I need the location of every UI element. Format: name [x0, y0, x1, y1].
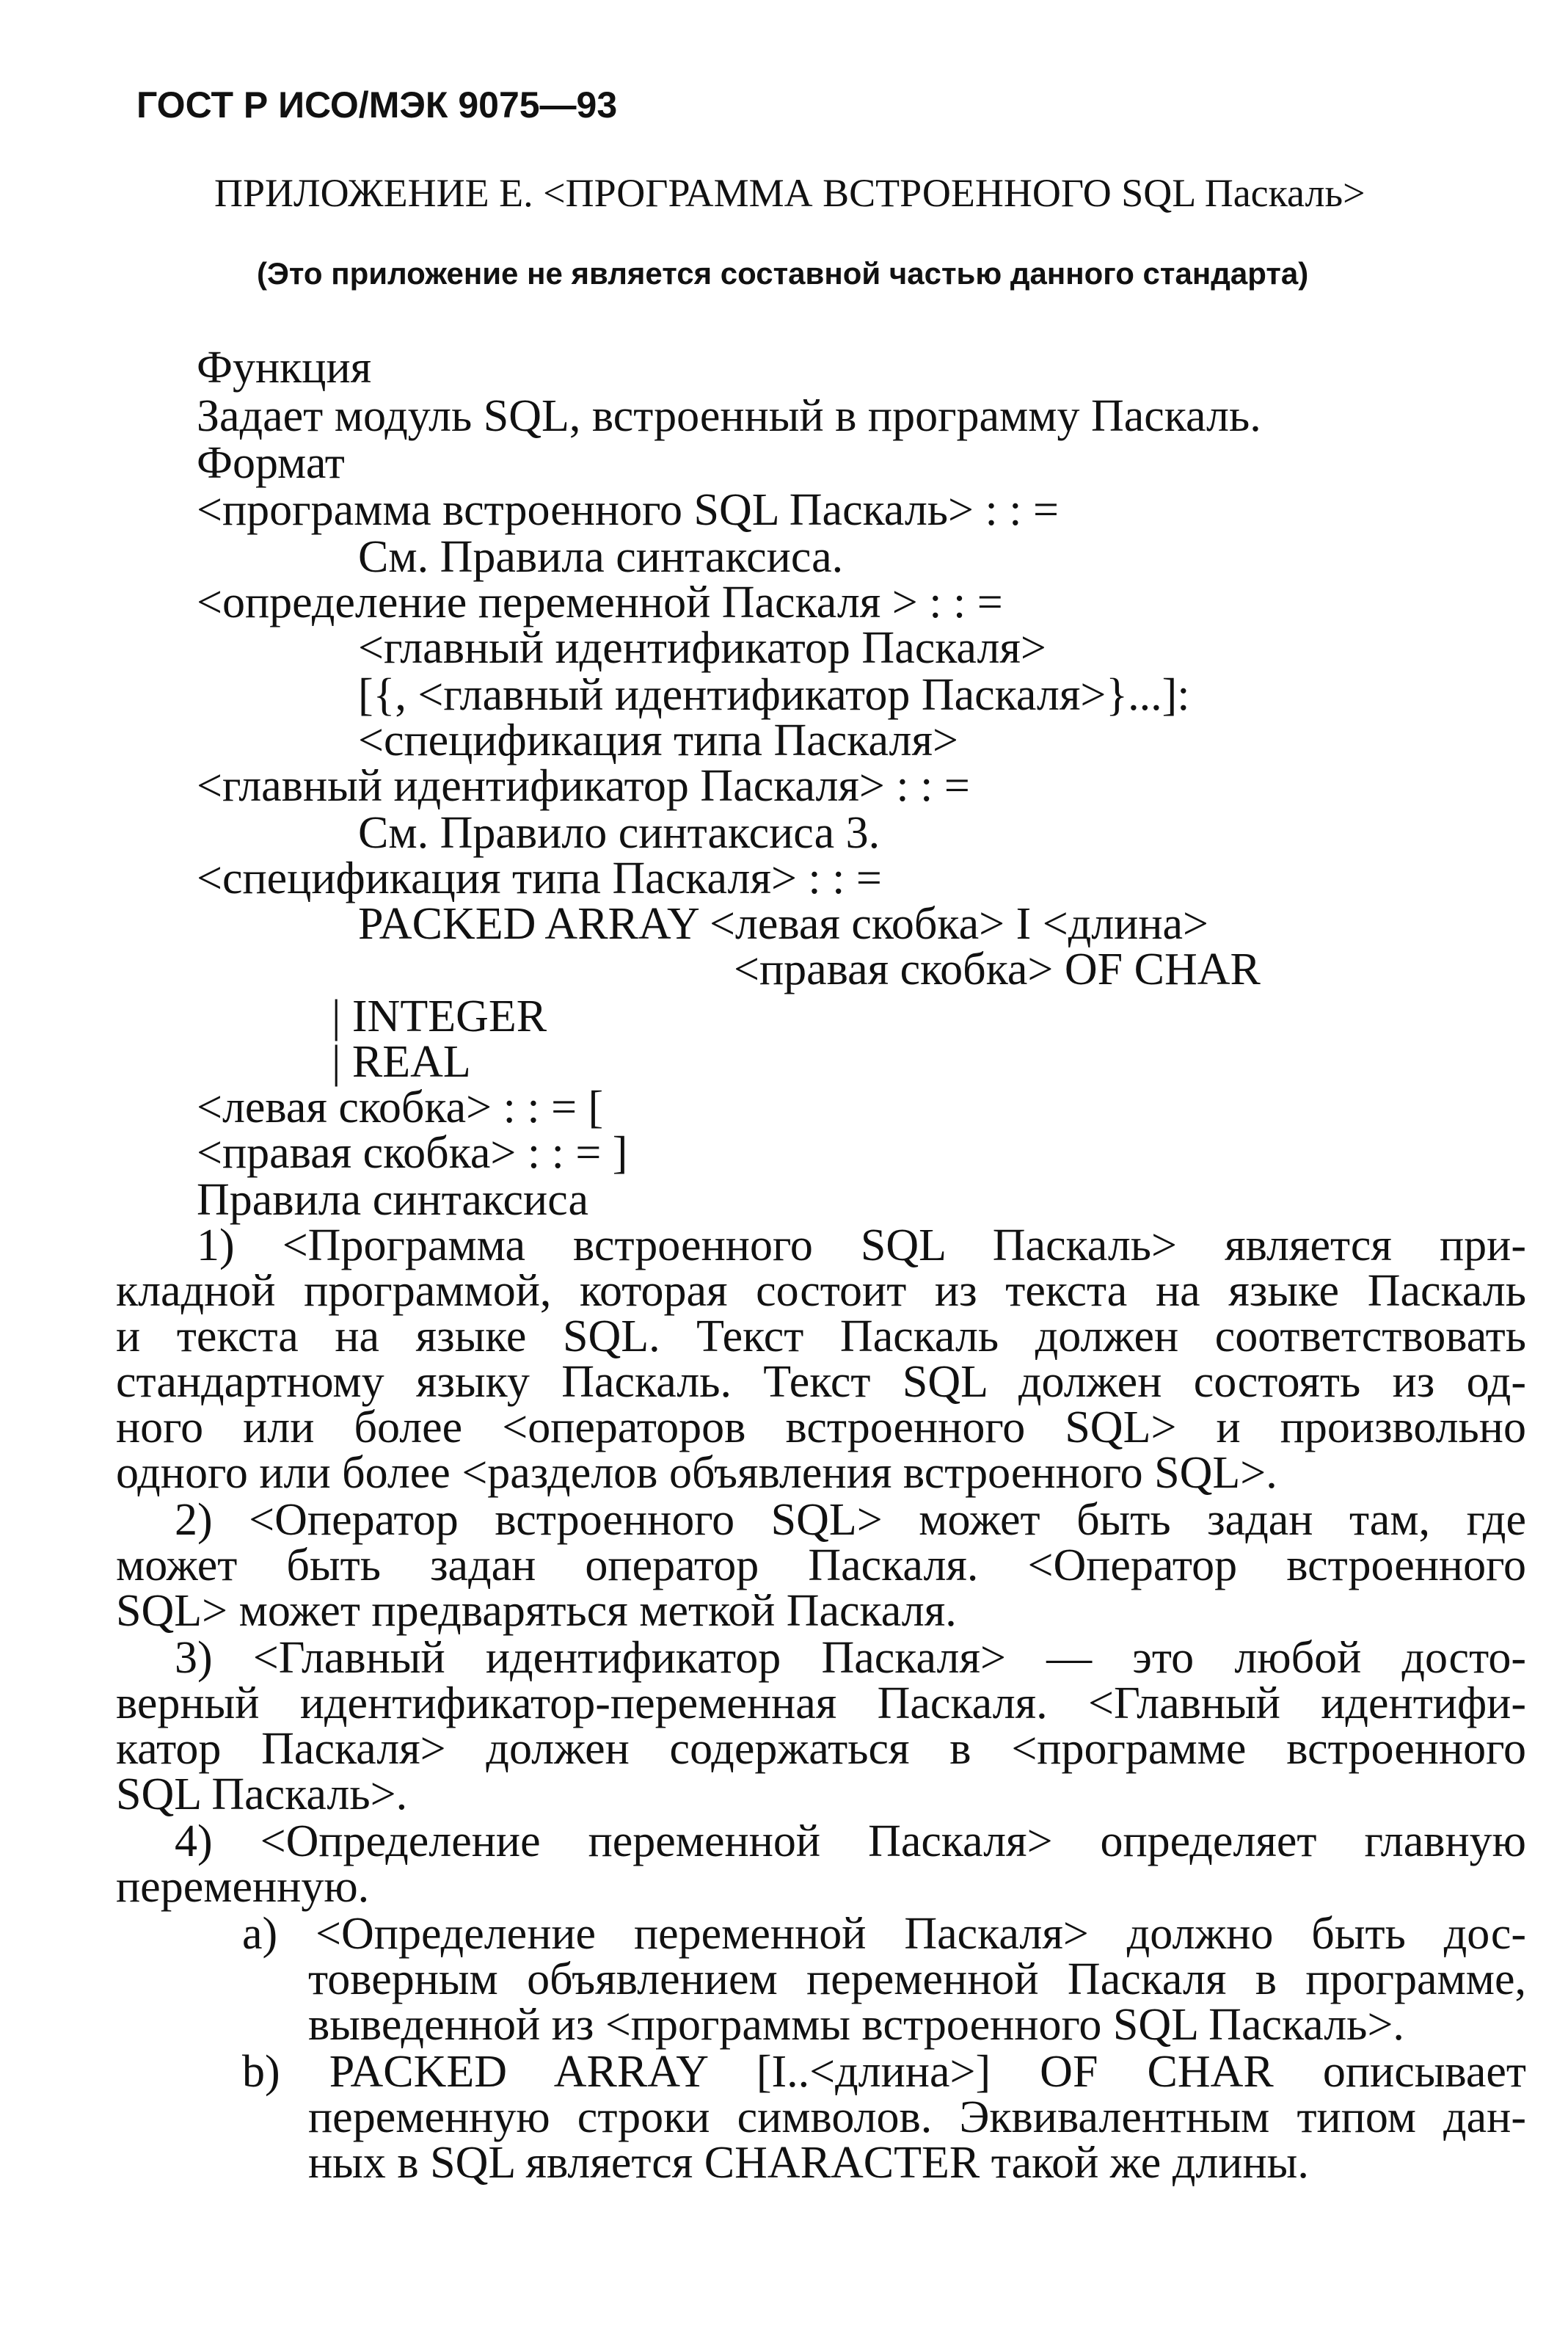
format-line: <спецификация типа Паскаля>: [358, 716, 958, 765]
rule-line: переменную.: [116, 1862, 370, 1912]
format-line: PACKED ARRAY <левая скобка> I <длина>: [358, 899, 1209, 949]
format-line: <спецификация типа Паскаля> : : =: [197, 854, 882, 903]
rule-line: b) PACKED ARRAY [I..<длина>] OF CHAR описывает: [242, 2047, 1526, 2097]
standard-header: ГОСТ Р ИСО/МЭК 9075—93: [136, 84, 618, 125]
rule-line: SQL Паскаль>.: [116, 1769, 408, 1819]
rule-line: ных в SQL является CHARACTER такой же длины.: [308, 2138, 1309, 2188]
rule-line: переменную строки символов. Эквивалентным типом дан-: [308, 2092, 1526, 2142]
format-line: См. Правила синтаксиса.: [358, 532, 844, 582]
format-line: <правая скобка> : : = ]: [197, 1128, 628, 1178]
rule-line: 1) <Программа встроенного SQL Паскаль> является при-: [197, 1220, 1526, 1270]
format-line: <определение переменной Паскаля > : : =: [197, 578, 1003, 627]
appendix-note: (Это приложение не является составной частью данного стандарта): [257, 256, 1309, 291]
format-line: <главный идентификатор Паскаля> : : =: [197, 761, 970, 811]
format-line: <главный идентификатор Паскаля>: [358, 623, 1046, 673]
appendix-title: ПРИЛОЖЕНИЕ Е. <ПРОГРАММА ВСТРОЕННОГО SQL Паскаль>: [214, 171, 1365, 215]
format-heading: Формат: [197, 438, 345, 488]
format-line: <левая скобка> : : = [: [197, 1083, 604, 1132]
rule-line: и текста на языке SQL. Текст Паскаль должен соответствовать: [116, 1311, 1526, 1361]
rule-line: товерным объявлением переменной Паскаля в программе,: [308, 1954, 1526, 2004]
rule-line: стандартному языку Паскаль. Текст SQL должен состоять из од-: [116, 1357, 1526, 1407]
rule-line: 3) <Главный идентификатор Паскаля> — это любой досто-: [175, 1633, 1526, 1683]
rule-line: кладной программой, которая состоит из текста на языке Паскаль: [116, 1266, 1526, 1316]
function-heading: Функция: [197, 343, 372, 393]
rule-line: ного или более <операторов встроенного SQL> и произвольно: [116, 1402, 1526, 1452]
rule-line: a) <Определение переменной Паскаля> должно быть дос-: [242, 1909, 1526, 1959]
rules-heading: Правила синтаксиса: [197, 1175, 589, 1225]
rule-line: верный идентификатор-переменная Паскаля. <Главный идентифи-: [116, 1678, 1526, 1728]
format-line: См. Правило синтаксиса 3.: [358, 808, 880, 858]
rule-line: может быть задан оператор Паскаля. <Оператор встроенного: [116, 1540, 1526, 1590]
format-line: <программа встроенного SQL Паскаль> : : =: [197, 485, 1059, 535]
rule-line: 2) <Оператор встроенного SQL> может быть задан там, где: [175, 1495, 1526, 1545]
format-line: <правая скобка> OF CHAR: [734, 945, 1261, 994]
rule-line: одного или более <разделов объявления встроенного SQL>.: [116, 1448, 1277, 1498]
rule-line: выведенной из <программы встроенного SQL Паскаль>.: [308, 2000, 1404, 2050]
rule-line: 4) <Определение переменной Паскаля> определяет главную: [175, 1816, 1526, 1866]
function-text: Задает модуль SQL, встроенный в программу Паскаль.: [197, 391, 1261, 441]
format-line: | INTEGER: [332, 992, 547, 1041]
rule-line: SQL> может предваряться меткой Паскаля.: [116, 1586, 957, 1636]
format-line: [{, <главный идентификатор Паскаля>}...]:: [358, 670, 1190, 720]
format-line: | REAL: [332, 1037, 471, 1087]
rule-line: катор Паскаля> должен содержаться в <программе встроенного: [116, 1724, 1526, 1774]
